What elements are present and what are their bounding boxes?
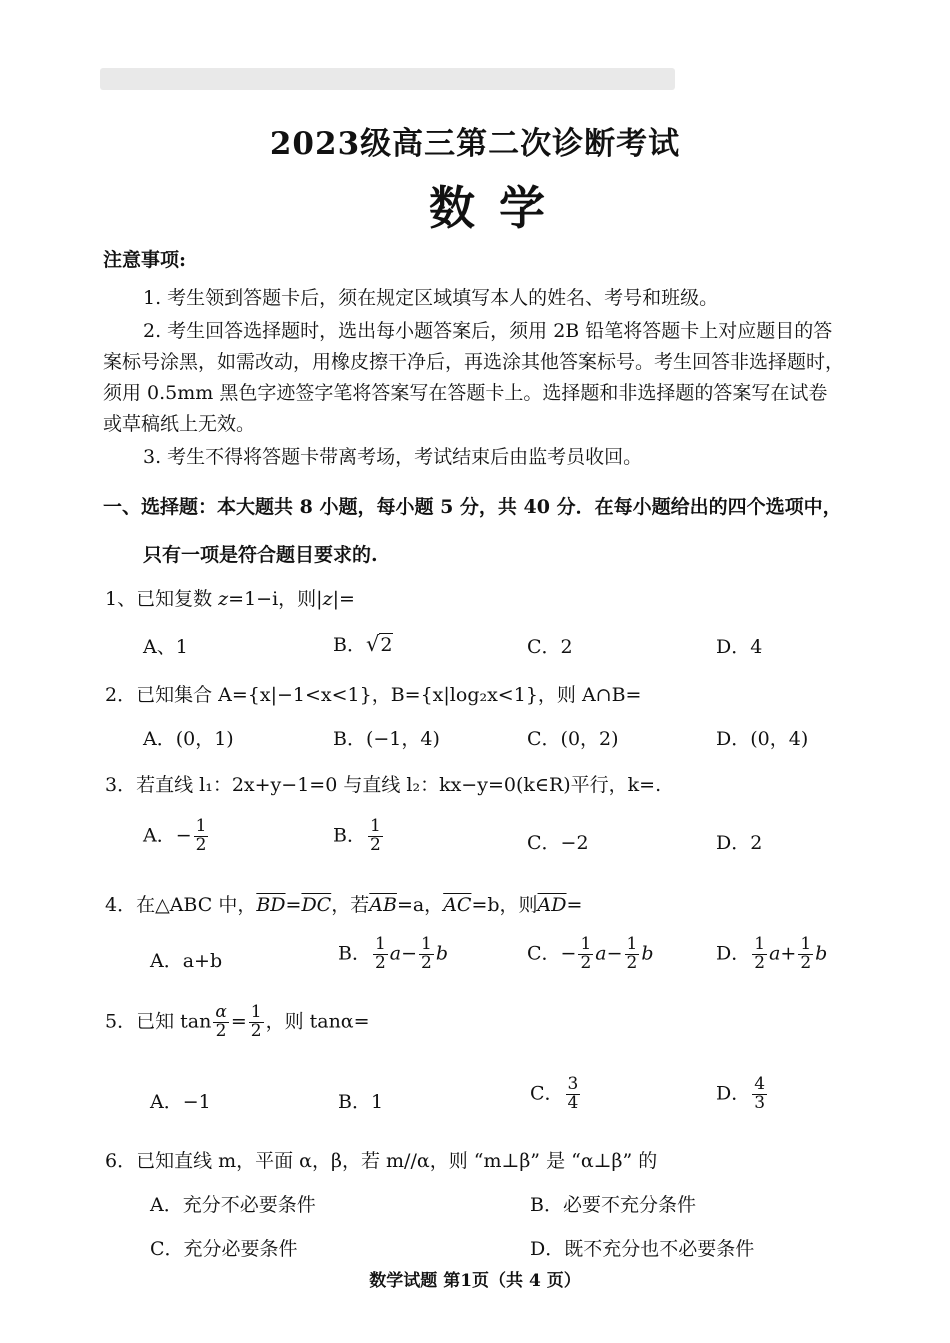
page-footer: 数学试题 第1页（共 4 页） [369, 1271, 581, 1291]
q6-option-c: C．充分必要条件 [150, 1238, 298, 1260]
q3-option-a: A．− $\frac{1}{2}$ [143, 816, 207, 855]
q4-option-b: B． $\frac{1}{2}$ a− $\frac{1}{2}$ b [338, 934, 449, 973]
notice-item-3: 3. 考生不得将答题卡带离考场，考试结束后由监考员收回。 [143, 446, 643, 468]
q5-option-b: B．1 [338, 1091, 384, 1113]
q3-option-b: B． $\frac{1}{2}$ [333, 816, 381, 855]
q2-option-a: A．(0，1) [143, 728, 234, 750]
q1-option-c: C．2 [527, 636, 573, 658]
q1-option-d: D．4 [716, 636, 763, 658]
question-2-stem: 2．已知集合 A={x|−1<x<1}，B={x|log₂x<1}，则 A∩B= [105, 684, 642, 706]
q4-option-d: D． $\frac{1}{2}$ a+ $\frac{1}{2}$ b [716, 934, 828, 973]
question-4-stem: 4．在△ABC 中，$\overline{BD}=\overline{DC}$，若$\overline{AB}=a$，$\overline{AC}=b$，则$\overline{AD}=$ [105, 894, 583, 916]
q5-option-c: C． $\frac{3}{4}$ [530, 1074, 579, 1113]
q5-option-a: A．−1 [150, 1091, 211, 1113]
question-5-stem: 5．已知 tan $\frac{\alpha}{2}$ = $\frac{1}{2}$ ，则 tanα= [105, 1002, 370, 1041]
q6-option-a: A．充分不必要条件 [150, 1194, 316, 1216]
q3-option-d: D．2 [716, 832, 763, 854]
section-subheading: 只有一项是符合题目要求的. [143, 544, 378, 566]
question-1-stem: 1、已知复数 z=1−i，则|z|= [105, 588, 355, 610]
q3-option-c: C．−2 [527, 832, 589, 854]
question-3-stem: 3．若直线 l₁：2x+y−1=0 与直线 l₂：kx−y=0(k∈R)平行，k=. [105, 774, 662, 796]
notice-heading: 注意事项: [103, 249, 187, 271]
notice-item-2-line-3: 须用 0.5mm 黑色字迹签字笔将答案写在答题卡上。选择题和非选择题的答案写在试卷 [103, 382, 828, 404]
subject-title: 数学 [429, 181, 569, 235]
q5-option-d: D． $\frac{4}{3}$ [716, 1074, 766, 1113]
notice-item-1: 1. 考生领到答题卡后，须在规定区域填写本人的姓名、考号和班级。 [143, 287, 719, 309]
notice-item-2-line-1: 2. 考生回答选择题时，选出每小题答案后，须用 2B 铅笔将答题卡上对应题目的答 [143, 320, 833, 342]
q2-option-c: C．(0，2) [527, 728, 619, 750]
q1-option-b: B．√2 [333, 632, 393, 656]
section-heading: 一、选择题：本大题共 8 小题，每小题 5 分，共 40 分．在每小题给出的四个选项中， [103, 496, 842, 518]
question-6-stem: 6．已知直线 m，平面 α，β，若 m//α，则 “m⊥β” 是 “α⊥β” 的 [105, 1150, 658, 1172]
q6-option-d: D．既不充分也不必要条件 [530, 1238, 755, 1260]
q4-option-a: A．a+b [150, 950, 223, 972]
q2-option-b: B．(−1，4) [333, 728, 440, 750]
notice-item-2-line-4: 或草稿纸上无效。 [103, 413, 256, 435]
scanned-header-band [100, 68, 675, 90]
q6-option-b: B．必要不充分条件 [530, 1194, 696, 1216]
q4-option-c: C．− $\frac{1}{2}$ a− $\frac{1}{2}$ b [527, 934, 654, 973]
exam-title: 2023级高三第二次诊断考试 [269, 126, 681, 162]
q2-option-d: D．(0，4) [716, 728, 809, 750]
notice-item-2-line-2: 案标号涂黑，如需改动，用橡皮擦干净后，再选涂其他答案标号。考生回答非选择题时， [103, 351, 845, 373]
q1-option-a: A、1 [143, 636, 188, 658]
